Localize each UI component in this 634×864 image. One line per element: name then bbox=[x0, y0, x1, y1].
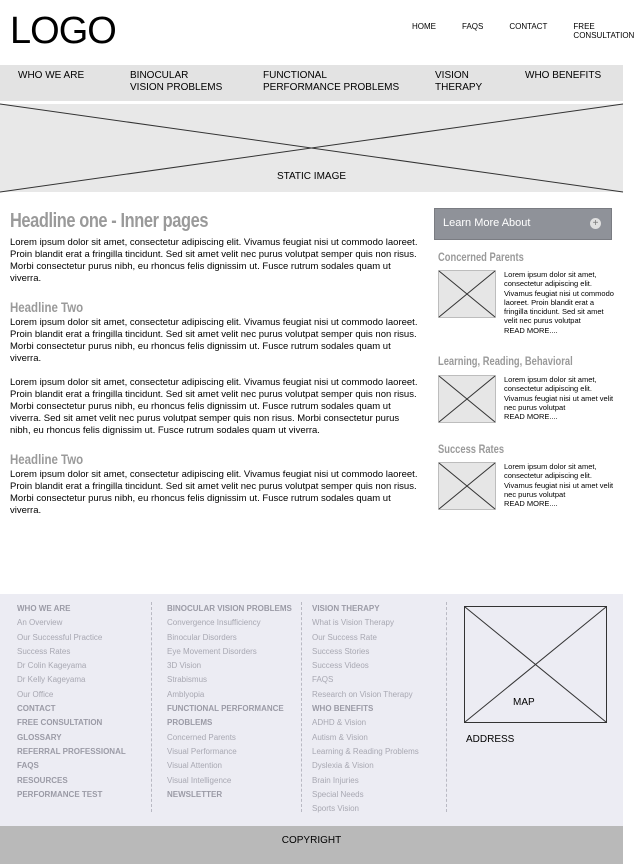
footer-heading-link[interactable]: WHO BENEFITS bbox=[312, 704, 374, 714]
footer-heading-link[interactable]: CONTACT bbox=[17, 704, 56, 714]
footer-heading-link[interactable]: PERFORMANCE TEST bbox=[17, 789, 103, 799]
footer-link[interactable]: Success Stories bbox=[312, 646, 370, 656]
sidebar-text bbox=[504, 462, 616, 508]
headline-two: Headline Two bbox=[10, 451, 84, 467]
map-cross-lines bbox=[465, 607, 606, 722]
sidebar-heading: Success Rates bbox=[438, 442, 505, 456]
footer-link[interactable]: Dr Colin Kageyama bbox=[17, 661, 87, 671]
learn-more-button[interactable] bbox=[434, 208, 612, 240]
footer-heading-link[interactable]: NEWSLETTER bbox=[167, 789, 223, 799]
footer-link[interactable]: Binocular Disorders bbox=[167, 632, 237, 642]
footer-link[interactable]: 3D Vision bbox=[167, 661, 202, 671]
footer-heading-link[interactable]: FAQS bbox=[17, 761, 39, 771]
sidebar-text bbox=[504, 375, 616, 421]
footer-link[interactable]: Dr Kelly Kageyama bbox=[17, 675, 86, 685]
sidebar-description: Lorem ipsum dolor sit amet, consectetur adipiscing elit. Vivamus feugiat nisi ut amet velit nec purus volutpat bbox=[504, 462, 614, 499]
main-content bbox=[10, 210, 420, 517]
copyright-text: COPYRIGHT bbox=[281, 835, 342, 846]
headline-two: Headline Two bbox=[10, 299, 84, 315]
main-nav-label-2: PERFORMANCE PROBLEMS bbox=[263, 82, 400, 93]
logo[interactable]: LOGO bbox=[10, 10, 116, 52]
footer-link[interactable]: Visual Performance bbox=[167, 746, 237, 756]
address-label: ADDRESS bbox=[466, 734, 515, 745]
footer-link[interactable]: Visual Attention bbox=[167, 761, 223, 771]
main-nav-label: FUNCTIONAL bbox=[263, 70, 327, 81]
footer-link[interactable]: Success Rates bbox=[17, 646, 71, 656]
footer-link[interactable]: Autism & Vision bbox=[312, 732, 368, 742]
footer-heading-link[interactable]: RESOURCES bbox=[17, 775, 68, 785]
learn-more-label: Learn More About bbox=[443, 217, 531, 229]
main-nav-label-2: VISION PROBLEMS bbox=[130, 82, 223, 93]
image-placeholder bbox=[438, 462, 496, 510]
paragraph: Lorem ipsum dolor sit amet, consectetur adipiscing elit. Vivamus feugiat nisi ut commodo laoreet. Proin blandit erat a fringilla tincidunt. Sed sit amet velit nec purus volutpat semper quis non risus. Morbi consectetur purus nibh, eu rhoncus felis dignissim ut. Fusce rutrum sodales quam ut viverra. bbox=[10, 237, 418, 284]
footer-link[interactable]: Concerned Parents bbox=[167, 732, 236, 742]
footer-heading-link[interactable]: FUNCTIONAL PERFORMANCE bbox=[167, 704, 284, 714]
image-cross-lines bbox=[439, 376, 495, 422]
paragraph: Lorem ipsum dolor sit amet, consectetur adipiscing elit. Vivamus feugiat nisi ut commodo laoreet. Proin blandit erat a fringilla tincidunt. Sed sit amet velit nec purus volutpat semper quis non risus. Morbi consectetur purus nibh, eu rhoncus felis dignissim ut. Fusce rutrum sodales quam ut viverra. bbox=[10, 317, 418, 364]
footer-link[interactable]: What is Vision Therapy bbox=[312, 618, 394, 628]
footer-column-3 bbox=[312, 602, 419, 816]
main-nav-label: WHO BENEFITS bbox=[525, 70, 602, 81]
main-nav-binocular-vision[interactable] bbox=[130, 70, 222, 94]
main-nav-who-we-are[interactable] bbox=[18, 70, 84, 82]
copyright-bar bbox=[0, 826, 623, 864]
footer-heading-link[interactable]: FREE CONSULTATION bbox=[17, 718, 103, 728]
main-nav-who-benefits[interactable] bbox=[525, 70, 601, 82]
main-nav-label: WHO WE ARE bbox=[18, 70, 85, 81]
footer-divider bbox=[301, 602, 302, 812]
footer-heading-link[interactable]: REFERRAL PROFESSIONAL bbox=[17, 746, 126, 756]
footer-link[interactable]: ADHD & Vision bbox=[312, 718, 367, 728]
footer-heading-link[interactable]: PROBLEMS bbox=[167, 718, 213, 728]
sidebar-text bbox=[504, 270, 616, 335]
sidebar-description: Lorem ipsum dolor sit amet, consectetur adipiscing elit. Vivamus feugiat nisi ut amet velit nec purus volutpat bbox=[504, 375, 614, 412]
footer-link[interactable]: Convergence Insufficiency bbox=[167, 618, 261, 628]
image-cross-lines bbox=[439, 271, 495, 317]
top-nav-home[interactable]: HOME bbox=[412, 22, 436, 31]
sidebar-heading: Learning, Reading, Behavioral bbox=[438, 354, 573, 368]
footer-column-1 bbox=[17, 602, 126, 802]
footer-link[interactable]: An Overview bbox=[17, 618, 63, 628]
main-nav-label-2: THERAPY bbox=[435, 82, 483, 93]
footer-link[interactable]: Research on Vision Therapy bbox=[312, 689, 413, 699]
footer-heading-link[interactable]: BINOCULAR VISION PROBLEMS bbox=[167, 604, 292, 613]
paragraph: Lorem ipsum dolor sit amet, consectetur adipiscing elit. Vivamus feugiat nisi ut commodo laoreet. Proin blandit erat a fringilla tincidunt. Sed sit amet velit nec purus volutpat semper quis non risus. Morbi consectetur purus nibh, eu rhoncus felis dignissim ut. Fusce rutrum sodales quam ut viverra. bbox=[10, 469, 418, 516]
footer-link[interactable]: Learning & Reading Problems bbox=[312, 746, 419, 756]
footer-link[interactable]: FAQS bbox=[312, 675, 334, 685]
read-more-link[interactable]: READ MORE.... bbox=[504, 499, 558, 509]
sidebar-description: Lorem ipsum dolor sit amet, consectetur adipiscing elit. Vivamus feugiat nisi ut commodo laoreet. Proin blandit erat a fringilla tincidunt. Sed sit amet velit nec purus volutpat bbox=[504, 270, 614, 326]
read-more-link[interactable]: READ MORE.... bbox=[504, 325, 558, 335]
sidebar-heading: Concerned Parents bbox=[438, 250, 524, 264]
footer-divider bbox=[446, 602, 447, 812]
footer-link[interactable]: Amblyopia bbox=[167, 689, 205, 699]
main-nav-vision-therapy[interactable] bbox=[435, 70, 482, 94]
footer-link[interactable]: Our Successful Practice bbox=[17, 632, 103, 642]
footer-link[interactable]: Our Success Rate bbox=[312, 632, 377, 642]
image-placeholder bbox=[438, 270, 496, 318]
hero-caption: STATIC IMAGE bbox=[276, 171, 347, 182]
footer-column-2 bbox=[167, 602, 292, 802]
footer-link[interactable]: Success Videos bbox=[312, 661, 369, 671]
main-nav-functional-performance[interactable] bbox=[263, 70, 399, 94]
main-nav-label: BINOCULAR bbox=[130, 70, 189, 81]
top-nav-faqs[interactable]: FAQS bbox=[462, 22, 484, 31]
footer-link[interactable]: Strabismus bbox=[167, 675, 208, 685]
top-nav bbox=[412, 22, 634, 40]
footer-link[interactable]: Our Office bbox=[17, 689, 54, 699]
main-nav-label: VISION bbox=[435, 70, 469, 81]
image-cross-lines bbox=[439, 463, 495, 509]
footer-link[interactable]: Sports Vision bbox=[312, 804, 359, 814]
footer-heading-link[interactable]: VISION THERAPY bbox=[312, 604, 380, 613]
top-nav-contact[interactable]: CONTACT bbox=[509, 22, 548, 31]
sidebar bbox=[434, 208, 614, 509]
headline-one: Headline one - Inner pages bbox=[10, 210, 209, 232]
footer-link[interactable]: Visual Intelligence bbox=[167, 775, 232, 785]
plus-icon: + bbox=[590, 218, 601, 229]
image-placeholder bbox=[438, 375, 496, 423]
paragraph: Lorem ipsum dolor sit amet, consectetur adipiscing elit. Vivamus feugiat nisi ut commodo laoreet. Proin blandit erat a fringilla tincidunt. Sed sit amet velit nec purus volutpat semper quis non risus. Morbi consectetur purus nibh, eu rhoncus felis dignissim ut. Fusce rutrum sodales quam ut viverra. Sed sit amet velit nec purus volutpat semper quis non risus. Morbi consectetur purus nibh, eu rhoncus felis dignissim ut. Fusce rutrum sodales quam ut viverra. bbox=[10, 377, 418, 436]
hero-image-placeholder bbox=[0, 104, 623, 192]
map-label: MAP bbox=[513, 697, 535, 708]
read-more-link[interactable]: READ MORE.... bbox=[504, 412, 558, 422]
footer-link[interactable]: Eye Movement Disorders bbox=[167, 646, 257, 656]
footer-link[interactable]: Dyslexia & Vision bbox=[312, 761, 374, 771]
top-nav-free-consultation[interactable]: FREE CONSULTATION bbox=[573, 22, 634, 40]
footer-heading-link[interactable]: WHO WE ARE bbox=[17, 604, 71, 613]
footer-link[interactable]: Brain Injuries bbox=[312, 775, 359, 785]
footer-divider bbox=[151, 602, 152, 812]
main-nav bbox=[0, 65, 623, 101]
footer bbox=[0, 594, 623, 826]
footer-link[interactable]: Special Needs bbox=[312, 789, 364, 799]
footer-heading-link[interactable]: GLOSSARY bbox=[17, 732, 62, 742]
map-placeholder[interactable] bbox=[464, 606, 607, 723]
